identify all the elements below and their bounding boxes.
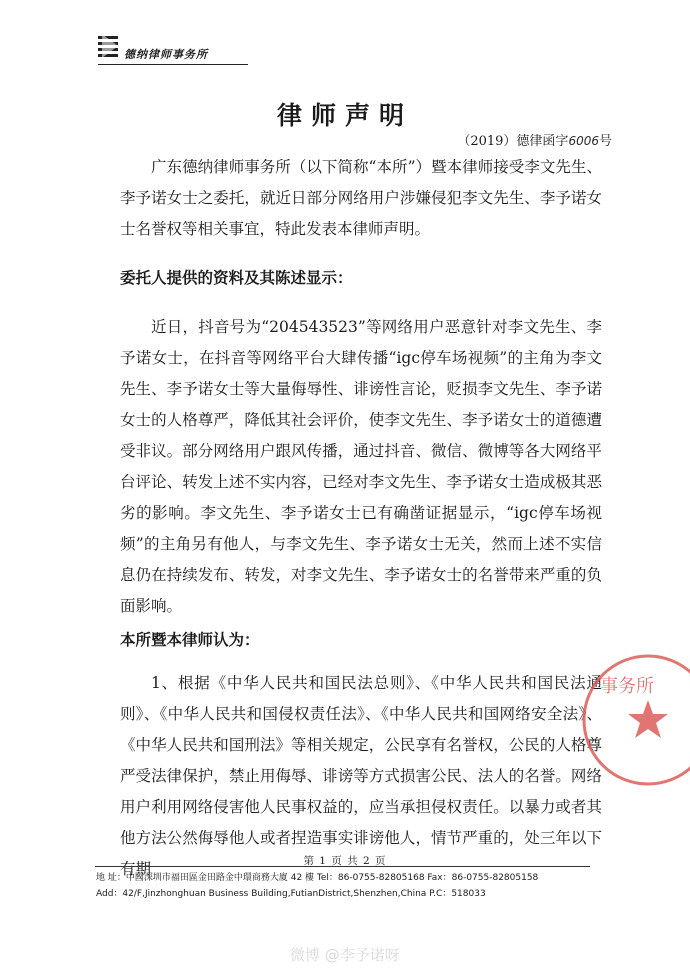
firm-logo-icon — [98, 34, 120, 58]
section1-paragraph: 近日，抖音号为“204543523”等网络用户恶意针对李文先生、李予诺女士，在抖音等网络平台大肆传播“igc停车场视频”的主角为李文先生、李予诺女士等大量侮辱性、诽谤性言论，贬损李文先生、李予诺女士的人格尊严，降低其社会评价，使李文先生、李予诺女士的道德遭受非议。部分网络用户跟风传播，通过抖音、微信、微博等各大网络平台评论、转发上述不实内容，已经对李文先生、李予诺女士造成极其恶劣的影响。李文先生、李予诺女士已有确凿证据显示，“igc停车场视频”的主角另有他人，与李文先生、李予诺女士无关，然而上述不实信息仍在持续发布、转发，对李文先生、李予诺女士的名誉带来严重的负面影响。 — [120, 318, 602, 615]
footer-address-en: Add：42/F,Jinzhonghuan Business Building,FutianDistrict,Shenzhen,China P.C：518033 — [96, 889, 486, 899]
logo-underline — [98, 64, 248, 65]
document-title: 律师声明 — [276, 101, 413, 130]
official-seal — [578, 650, 690, 790]
footer-address-cn: 地 址：中國深圳市福田區金田路金中環商務大廈 42 樓 Tel：86-0755-82805168 Fax：86-0755-82805158 — [96, 873, 539, 883]
section1-heading: 委托人提供的资料及其陈述显示： — [120, 268, 353, 287]
firm-name-logo: 德纳律师事务所 — [124, 48, 208, 61]
reference-printed: （2019）德律函字 — [457, 134, 569, 149]
reference-suffix: 号 — [598, 134, 612, 149]
intro-paragraph: 广东德纳律师事务所（以下简称“本所”）暨本律师接受李文先生、李予诺女士之委托，就近日部分网络用户涉嫌侵犯李文先生、李予诺女士名誉权等相关事宜，特此发表本律师声明。 — [120, 158, 602, 238]
footer-divider — [95, 866, 590, 867]
document-reference — [457, 130, 612, 149]
svg-text:事务所: 事务所 — [600, 676, 654, 697]
section2-heading: 本所暨本律师认为： — [120, 630, 260, 649]
weibo-watermark: 微博 @李予诺呀 — [290, 946, 400, 964]
page-indicator: 第 1 页 共 2 页 — [303, 855, 387, 867]
reference-handwritten: 6006 — [568, 134, 599, 148]
firm-logo — [98, 34, 218, 70]
section2-paragraph: 1、根据《中华人民共和国民法总则》、《中华人民共和国民法通则》、《中华人民共和国侵权责任法》、《中华人民共和国网络安全法》、《中华人民共和国刑法》等相关规定，公民享有名誉权，公民的人格尊严受法律保护，禁止用侮辱、诽谤等方式损害公民、法人的名誉。网络用户利用网络侵害他人民事权益的，应当承担侵权责任。以暴力或者其他方法公然侮辱他人或者捏造事实诽谤他人，情节严重的，处三年以下有期 — [120, 674, 602, 878]
